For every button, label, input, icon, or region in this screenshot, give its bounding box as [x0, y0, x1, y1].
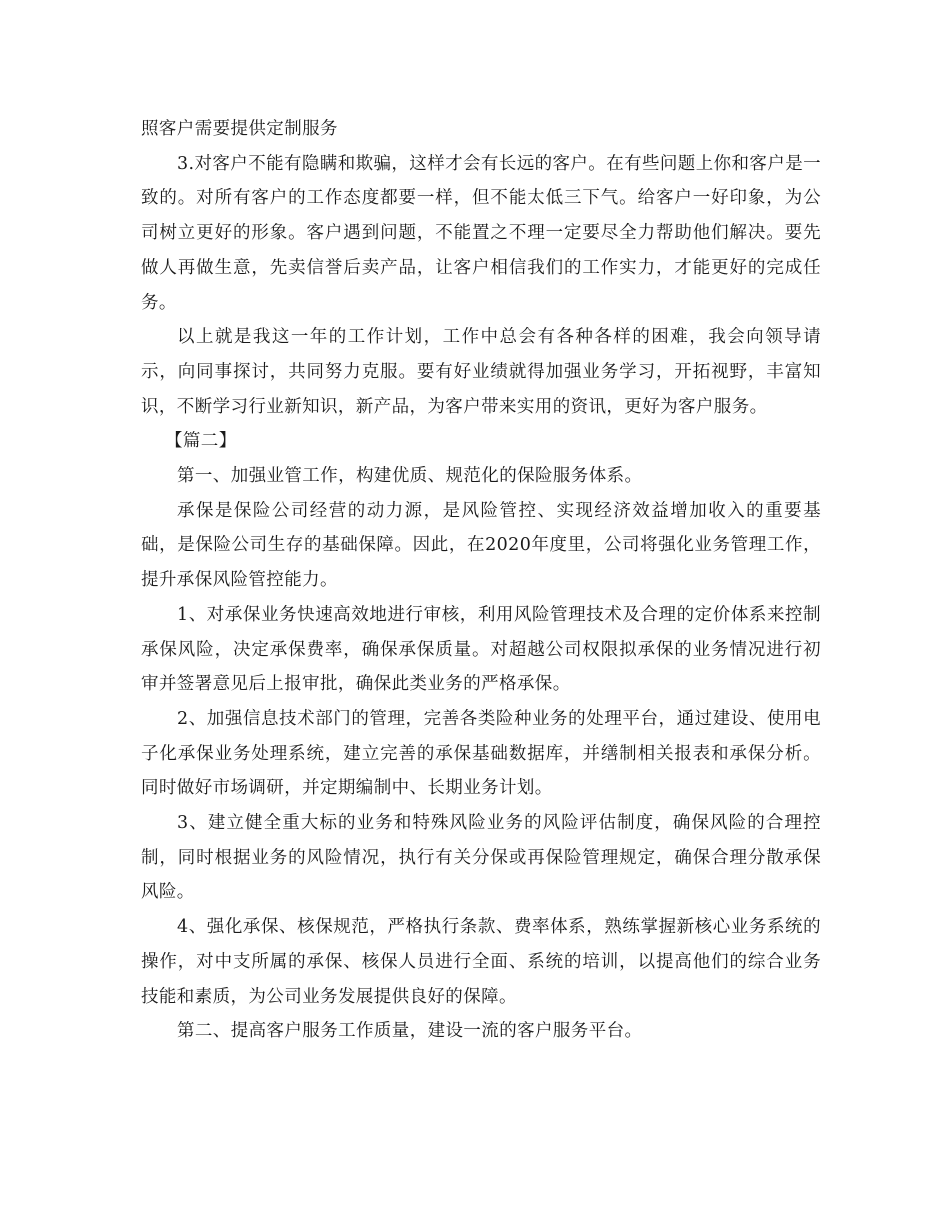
paragraph-part-one-title: 第一、加强业管工作，构建优质、规范化的保险服务体系。: [177, 466, 643, 487]
section-heading: 【篇二】: [165, 431, 237, 452]
paragraph-continuation: 照客户需要提供定制服务: [141, 119, 338, 139]
document-body: [141, 112, 821, 1049]
paragraph-underwriting: 承保是保险公司经营的动力源，是风险管控、实现经济效益增加收入的重要基础，是保险公司生存的基础保障。因此，在2020年度里，公司将强化业务管理工作，提升承保风险管控能力。: [141, 500, 821, 591]
paragraph-part-two-title: 第二、提高客户服务工作质量，建设一流的客户服务平台。: [177, 1021, 643, 1042]
paragraph-summary: 以上就是我这一年的工作计划，工作中总会有各种各样的困难，我会向领导请示，向同事探讨，共同努力克服。要有好业绩就得加强业务学习，开拓视野，丰富知识，不断学习行业新知识，新产品，为客户带来实用的资讯，更好为客户服务。: [141, 327, 821, 417]
paragraph-point-4: 4、强化承保、核保规范，严格执行条款、费率体系，熟练掌握新核心业务系统的操作，对中支所属的承保、核保人员进行全面、系统的培训，以提高他们的综合业务技能和素质，为公司业务发展提供良好的保障。: [141, 917, 821, 1007]
paragraph-point-1: 1、对承保业务快速高效地进行审核，利用风险管理技术及合理的定价体系来控制承保风险，决定承保费率，确保承保质量。对超越公司权限拟承保的业务情况进行初审并签署意见后上报审批，确保此类业务的严格承保。: [141, 604, 821, 695]
paragraph-point-2: 2、加强信息技术部门的管理，完善各类险种业务的处理平台，通过建设、使用电子化承保业务处理系统，建立完善的承保基础数据库，并缮制相关报表和承保分析。同时做好市场调研，并定期编制中、长期业务计划。: [141, 708, 821, 799]
paragraph-point-3: 3、建立健全重大标的业务和特殊风险业务的风险评估制度，确保风险的合理控制，同时根据业务的风险情况，执行有关分保或再保险管理规定，确保合理分散承保风险。: [141, 813, 821, 903]
paragraph-item-3: 3.对客户不能有隐瞒和欺骗，这样才会有长远的客户。在有些问题上你和客户是一致的。对所有客户的工作态度都要一样，但不能太低三下气。给客户一好印象，为公司树立更好的形象。客户遇到问题，不能置之不理一定要尽全力帮助他们解决。要先做人再做生意，先卖信誉后卖产品，让客户相信我们的工作实力，才能更好的完成任务。: [141, 153, 821, 313]
